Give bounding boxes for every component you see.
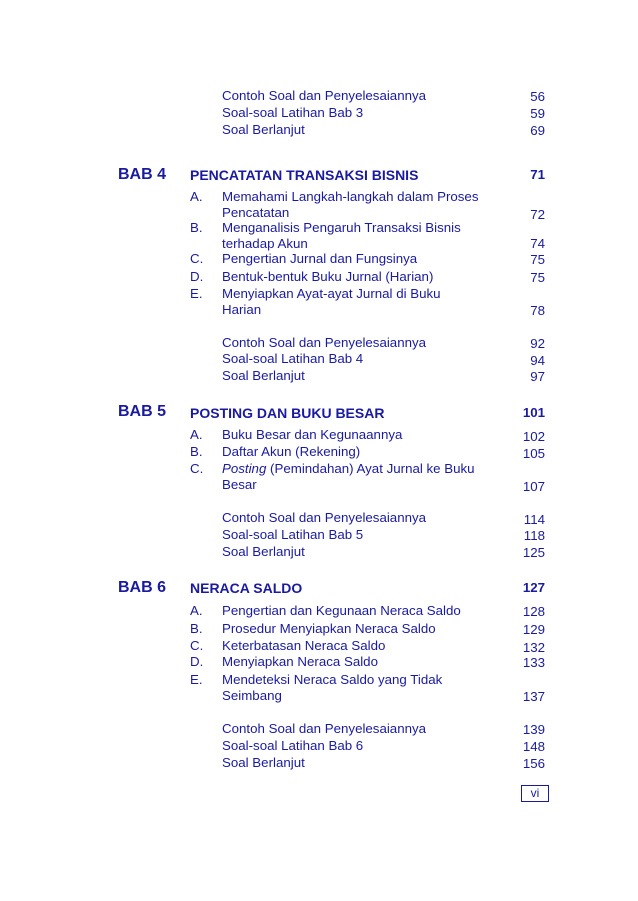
toc-item — [222, 461, 475, 477]
page-ref: 139 — [522, 722, 545, 737]
page-ref: 72 — [530, 207, 545, 222]
entry-letter: D. — [190, 654, 204, 669]
entry-letter: C. — [190, 251, 204, 266]
toc-item: Mendeteksi Neraca Saldo yang Tidak — [222, 672, 443, 687]
entry-letter: A. — [190, 427, 203, 442]
page-ref: 132 — [522, 640, 545, 655]
entry-letter: C. — [190, 461, 204, 476]
page-ref: 128 — [522, 604, 545, 619]
toc-item-cont: Besar — [222, 477, 257, 492]
page-ref: 148 — [522, 739, 545, 754]
page-ref: 56 — [530, 89, 545, 104]
chapter-title: POSTING DAN BUKU BESAR — [190, 405, 385, 421]
entry-letter: B. — [190, 621, 203, 636]
toc-item: Soal Berlanjut — [222, 122, 305, 137]
toc-item-cont: Pencatatan — [222, 205, 290, 220]
toc-item: Keterbatasan Neraca Saldo — [222, 638, 386, 653]
toc-item: Soal Berlanjut — [222, 368, 305, 383]
page-ref: 69 — [530, 123, 545, 138]
page-ref: 156 — [522, 756, 545, 771]
toc-item: Contoh Soal dan Penyelesaiannya — [222, 721, 427, 736]
chapter-page: 101 — [522, 405, 545, 420]
toc-item-cont: Harian — [222, 302, 262, 317]
toc-item: Pengertian dan Kegunaan Neraca Saldo — [222, 603, 461, 618]
entry-letter: C. — [190, 638, 204, 653]
chapter-title: PENCATATAN TRANSAKSI BISNIS — [190, 167, 419, 183]
page-ref: 114 — [523, 512, 545, 527]
toc-item: Bentuk-bentuk Buku Jurnal (Harian) — [222, 269, 434, 284]
entry-letter: A. — [190, 603, 203, 618]
toc-item: Menyiapkan Ayat-ayat Jurnal di Buku — [222, 286, 441, 301]
page-ref: 118 — [523, 528, 545, 543]
toc-item: Pengertian Jurnal dan Fungsinya — [222, 251, 418, 266]
chapter-label: BAB 4 — [118, 166, 167, 183]
toc-item: Contoh Soal dan Penyelesaiannya — [222, 88, 427, 103]
page-ref: 133 — [522, 655, 545, 670]
page-ref: 74 — [530, 236, 545, 251]
toc-item-cont: terhadap Akun — [222, 236, 308, 251]
page-ref: 59 — [530, 106, 545, 121]
page-ref: 78 — [530, 303, 545, 318]
page-ref: 105 — [522, 446, 545, 461]
toc-item: Memahami Langkah-langkah dalam Proses — [222, 189, 479, 204]
page-number: vi — [521, 785, 549, 802]
toc-item: Menganalisis Pengaruh Transaksi Bisnis — [222, 220, 461, 235]
entry-letter: D. — [190, 269, 204, 284]
toc-item: Daftar Akun (Rekening) — [222, 444, 361, 459]
toc-item: Soal-soal Latihan Bab 4 — [222, 351, 364, 366]
page-ref: 75 — [530, 270, 545, 285]
page-ref: 102 — [522, 429, 545, 444]
toc-item-rest: (Pemindahan) Ayat Jurnal ke Buku — [266, 461, 475, 476]
toc-item: Soal Berlanjut — [222, 755, 305, 770]
toc-item: Soal-soal Latihan Bab 6 — [222, 738, 364, 753]
chapter-page: 71 — [530, 167, 545, 182]
page-ref: 137 — [522, 689, 545, 704]
toc-item: Soal Berlanjut — [222, 544, 305, 559]
italic-term: Posting — [222, 461, 267, 476]
entry-letter: B. — [190, 444, 203, 459]
entry-letter: A. — [190, 189, 203, 204]
page-ref: 125 — [522, 545, 545, 560]
toc-item: Soal-soal Latihan Bab 3 — [222, 105, 364, 120]
chapter-title: NERACA SALDO — [190, 580, 303, 596]
entry-letter: E. — [190, 672, 203, 687]
page-ref: 92 — [530, 336, 545, 351]
page-ref: 97 — [530, 369, 545, 384]
chapter-label: BAB 5 — [118, 403, 167, 420]
toc-item: Contoh Soal dan Penyelesaiannya — [222, 335, 427, 350]
page-ref: 129 — [522, 622, 545, 637]
entry-letter: B. — [190, 220, 203, 235]
chapter-label: BAB 6 — [118, 579, 167, 596]
toc-item-cont: Seimbang — [222, 688, 282, 703]
toc-item: Soal-soal Latihan Bab 5 — [222, 527, 364, 542]
toc-item: Prosedur Menyiapkan Neraca Saldo — [222, 621, 436, 636]
page-ref: 94 — [530, 353, 545, 368]
toc-item: Contoh Soal dan Penyelesaiannya — [222, 510, 427, 525]
page-ref: 75 — [530, 252, 545, 267]
page-ref: 107 — [522, 479, 545, 494]
toc-item: Menyiapkan Neraca Saldo — [222, 654, 378, 669]
chapter-page: 127 — [522, 580, 545, 595]
entry-letter: E. — [190, 286, 203, 301]
toc-item: Buku Besar dan Kegunaannya — [222, 427, 403, 442]
